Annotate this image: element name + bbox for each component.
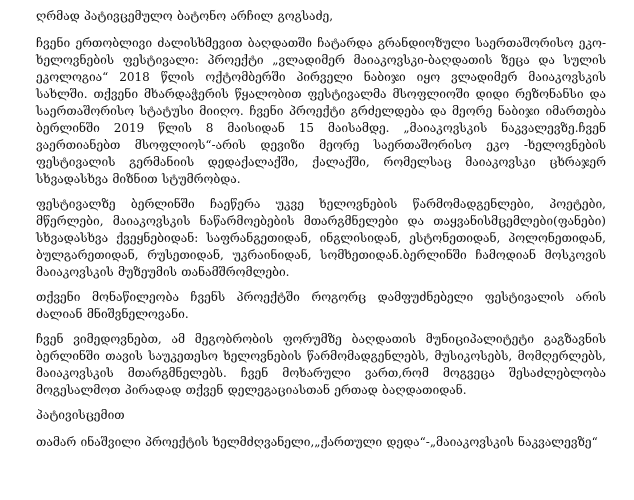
paragraph-delegation: ჩვენ ვიმედოვნებთ, ამ მეგობრობის ფორუმზე ბაღდათის მუნიციპალიტეტი გაგზავნის ბერლინში თავის საუკეთესო ხელოვნების წარმომადგენლებს, მუსიკოსებს, მომღერლებს, მაიაკოვსკის მთარგმნელებს. ჩვენ მოხარული ვართ,რომ მოგვეცა შესაძლებლობა მოგესალმოთ პირადად თქვენ დელეგაციასთან ერთად ბაღდათიდან. (36, 332, 606, 397)
paragraph-participation: თქვენი მონაწილეობა ჩვენს პროექტში როგორც დამფუძნებელი ფესტივალის არის ძალიან მნიშვნელოვანი. (36, 290, 606, 321)
closing: პატივისცემით (36, 408, 125, 422)
salutation: ღრმად პატივცემულო ბატონო არჩილ გოგსაძე, (36, 9, 334, 23)
signature: თამარ ინაშვილი პროექტის ხელმძღვანელი,„ქართული დედა“-„მაიაკოვსკის ნაკვალევზე“ (36, 435, 598, 449)
paragraph-festival-intro: ჩვენი ერთობლივი ძალისხმევით ბაღდათში ჩატარდა გრანდიოზული საერთაშორისო ეკო-ხელოვნების ფესტივალი: პროექტი „ვლადიმერ მაიაკოვსკი-ბაღდათის ზეცა და სულის ეკოლოგია“ 2018 წლის ოქტომბერში პირველი ნაბიჯი იყო ვლადიმერ მაიაკოვსკის სახლში. თქვენი მხარდაჭერის წყალობით ფესტივალმა მსოფლიოში დიდი რეზონანსი და საერთაშორისო სტატუსი მიიღო. ჩვენი პროექტი გრძელდება და მეორე ნაბიჯი იმართება ბერლინში 2019 წლის 8 მაისიდან 15 მაისამდე. „მაიაკოვსკის ნაკვალევზე.ჩვენ ვაერთიანებთ მსოფლიოს“-არის დევიზი მეორე საერთაშორისო ეკო -ხელოვნების ფესტივალის გერმანიის დედაქალაქში, ქალაქში, რომელსაც მაიაკოვსკი ცხრაჯერ სხვადასხვა მიზნით სტუმრობდა. (36, 36, 606, 186)
paragraph-participants: ფესტივალზე ბერლინში ჩაეწერა უკვე ხელოვნების წარმომადგენლები, პოეტები, მწერლები, მაიაკოვსკის ნაწარმოებების მთარგმნელები და თაყვანისმცემლები(ფანები) სხვადასხვა ქვეყნებიდან: საფრანგეთიდან, ინგლისიდან, ესტონეთიდან, პოლონეთიდან, ბულგარეთიდან, რუსეთიდან, უკრაინიდან, სომხეთიდან.ბერლინში ჩამოდიან მოსკოვის მაიაკოვსკის მუზეუმის თანამშრომლები. (36, 197, 606, 279)
